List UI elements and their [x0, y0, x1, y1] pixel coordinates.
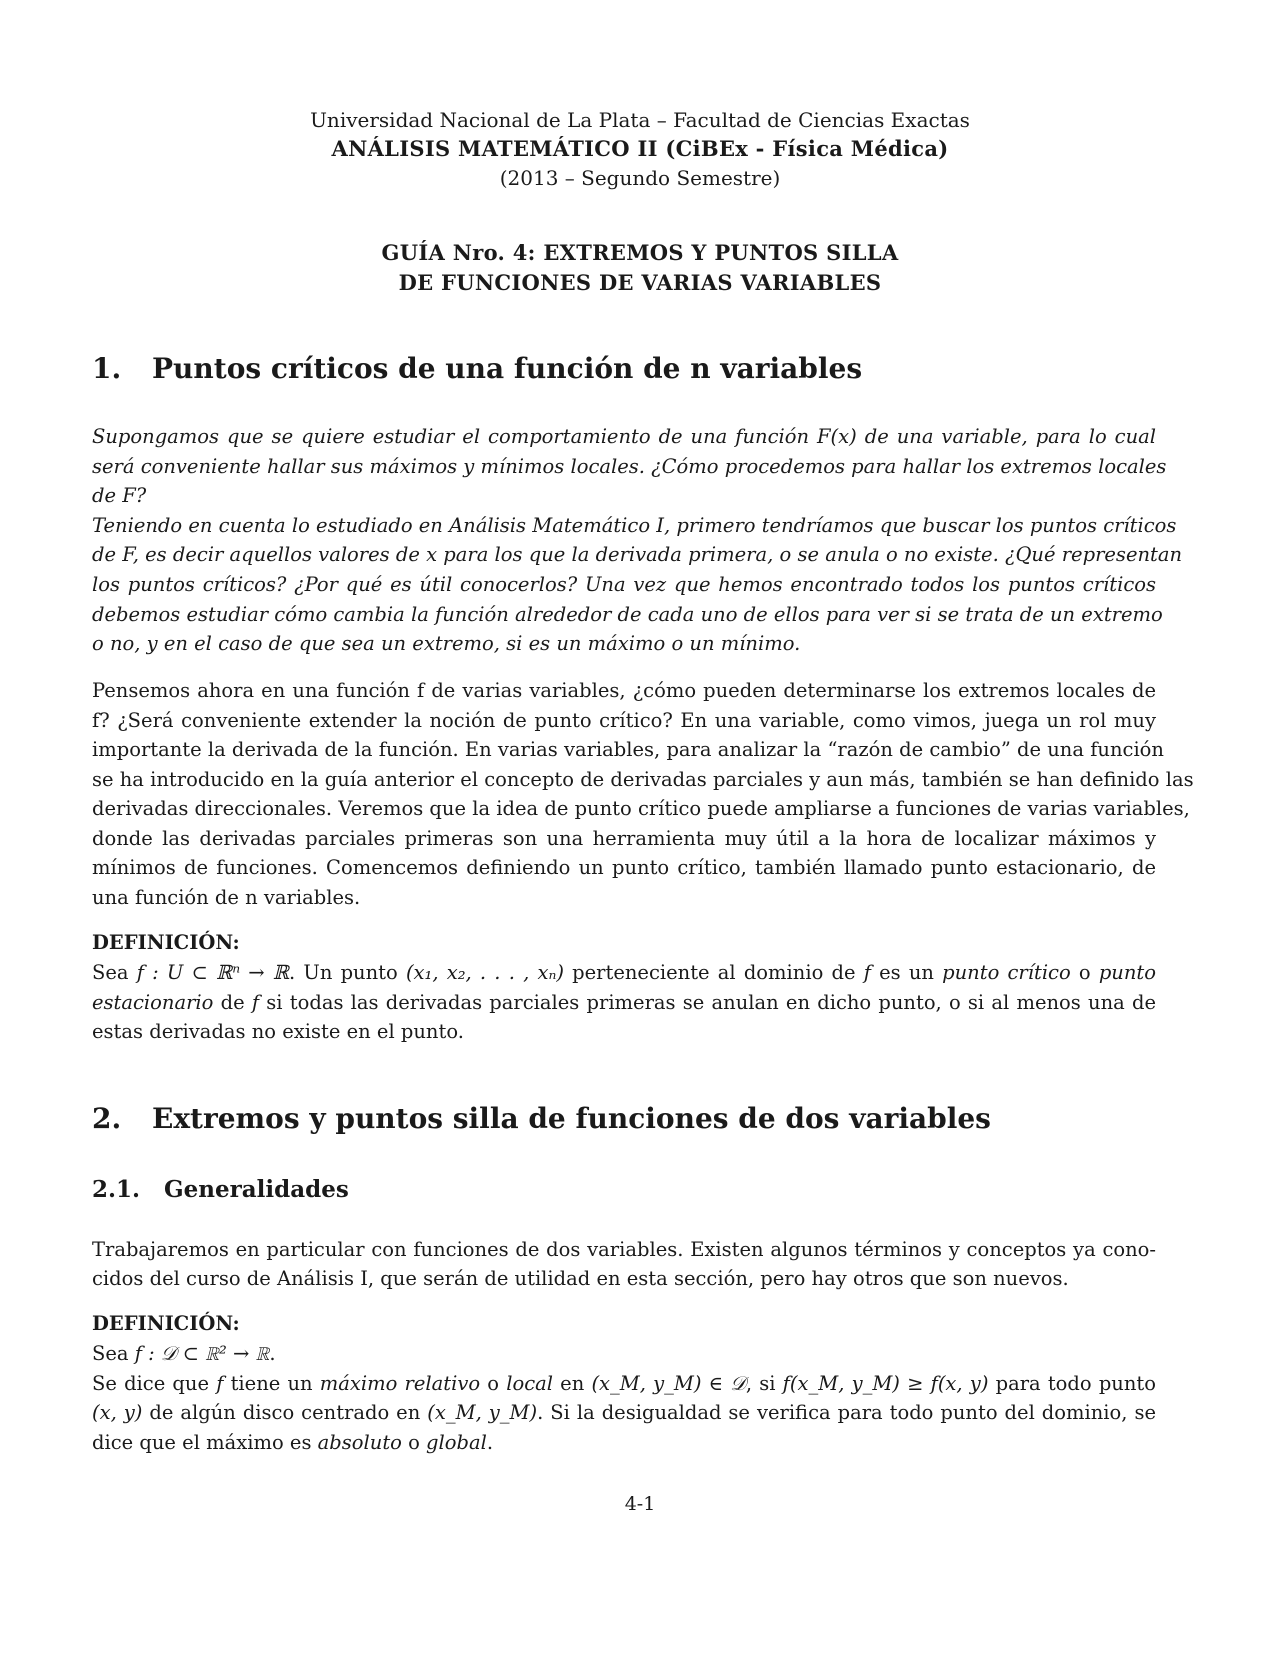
- paragraph-line-3: importante la derivada de la función. En varias variables, para analizar la “razón de cambio” de una función: [92, 738, 1164, 761]
- intro-line-3: de F?: [92, 484, 147, 507]
- section-1-number: 1.: [92, 352, 122, 385]
- intro-line-4: Teniendo en cuenta lo estudiado en Análisis Matemático I, primero tendríamos que buscar los puntos críticos: [92, 514, 1177, 537]
- intro-line-6: los puntos críticos? ¿Por qué es útil conocerlos? Una vez que hemos encontrado todos los puntos críticos: [92, 573, 1156, 596]
- paragraph-line-1: Pensemos ahora en una función f de varias variables, ¿cómo pueden determinarse los extremos locales de: [92, 679, 1156, 702]
- definition-2-line-2: Se dice que f tiene un máximo relativo o local en (x_M, y_M) ∈ 𝒟, si f(x_M, y_M) ≥ f(x, y) para todo punto: [92, 1372, 1157, 1395]
- definition-1-line-3: estas derivadas no existe en el punto.: [92, 1020, 464, 1043]
- term-line: (2013 – Segundo Semestre): [499, 166, 781, 190]
- definition-label-2: DEFINICIÓN:: [92, 1312, 240, 1335]
- paragraph-line-4: se ha introducido en la guía anterior el concepto de derivadas parciales y aun más, también se han definido las: [92, 768, 1194, 791]
- intro-line-5: de F, es decir aquellos valores de x para los que la derivada primera, o se anula o no existe. ¿Qué representan: [92, 543, 1183, 566]
- section-2-paragraph-line-1: Trabajaremos en particular con funciones de dos variables. Existen algunos términos y conceptos ya cono-: [92, 1238, 1156, 1261]
- section-2-paragraph-line-2: cidos del curso de Análisis I, que serán de utilidad en esta sección, pero hay otros que son nuevos.: [92, 1267, 1069, 1290]
- subsection-2-1-title: Generalidades: [164, 1176, 349, 1203]
- page-number: 4-1: [624, 1493, 656, 1515]
- university-line: Universidad Nacional de La Plata – Facultad de Ciencias Exactas: [310, 108, 970, 132]
- intro-line-1: Supongamos que se quiere estudiar el comportamiento de una función F(x) de una variable, para lo cual: [92, 425, 1156, 448]
- subsection-2-1-heading: [92, 1176, 349, 1203]
- definition-2-line-3: (x, y) de algún disco centrado en (x_M, y_M). Si la desigualdad se verifica para todo punto del dominio, se: [92, 1401, 1156, 1424]
- subsection-2-1-number: 2.1.: [92, 1176, 141, 1203]
- paragraph-line-6: donde las derivadas parciales primeras son una herramienta muy útil a la hora de localizar máximos y: [92, 827, 1156, 850]
- paragraph-line-8: una función de n variables.: [92, 886, 361, 909]
- section-1-heading: [92, 352, 862, 385]
- definition-label-1: DEFINICIÓN:: [92, 931, 240, 954]
- paragraph-line-5: derivadas direccionales. Veremos que la idea de punto crítico puede ampliarse a funciones de varias variables,: [92, 797, 1190, 820]
- intro-line-2: será conveniente hallar sus máximos y mínimos locales. ¿Cómo procedemos para hallar los extremos locales: [92, 455, 1167, 478]
- guide-title-line-1: GUÍA Nro. 4: EXTREMOS Y PUNTOS SILLA: [381, 240, 899, 265]
- paragraph-line-7: mínimos de funciones. Comencemos definiendo un punto crítico, también llamado punto estacionario, de: [92, 856, 1156, 879]
- section-1-title: Puntos críticos de una función de n variables: [152, 352, 863, 385]
- definition-1-line-1: Sea f : U ⊂ ℝⁿ → ℝ. Un punto (x₁, x₂, . . . , xₙ) perteneciente al dominio de f es un punto crítico o punto: [92, 961, 1157, 984]
- definition-1-line-2: estacionario de f si todas las derivadas parciales primeras se anulan en dicho punto, o si al menos una de: [92, 991, 1156, 1014]
- section-2-title: Extremos y puntos silla de funciones de dos variables: [152, 1102, 991, 1135]
- section-2-number: 2.: [92, 1102, 122, 1135]
- section-2-heading: [92, 1102, 991, 1135]
- intro-line-8: o no, y en el caso de que sea un extremo, si es un máximo o un mínimo.: [92, 632, 801, 655]
- course-title: ANÁLISIS MATEMÁTICO II (CiBEx - Física Médica): [331, 136, 949, 161]
- definition-2-line-4: dice que el máximo es absoluto o global.: [92, 1431, 494, 1454]
- intro-line-7: debemos estudiar cómo cambia la función alrededor de cada uno de ellos para ver si se trata de un extremo: [92, 603, 1163, 626]
- paragraph-line-2: f? ¿Será conveniente extender la noción de punto crítico? En una variable, como vimos, juega un rol muy: [92, 709, 1156, 732]
- guide-title-line-2: DE FUNCIONES DE VARIAS VARIABLES: [398, 270, 882, 295]
- definition-2-line-1: Sea f : 𝒟 ⊂ ℝ² → ℝ.: [92, 1342, 276, 1365]
